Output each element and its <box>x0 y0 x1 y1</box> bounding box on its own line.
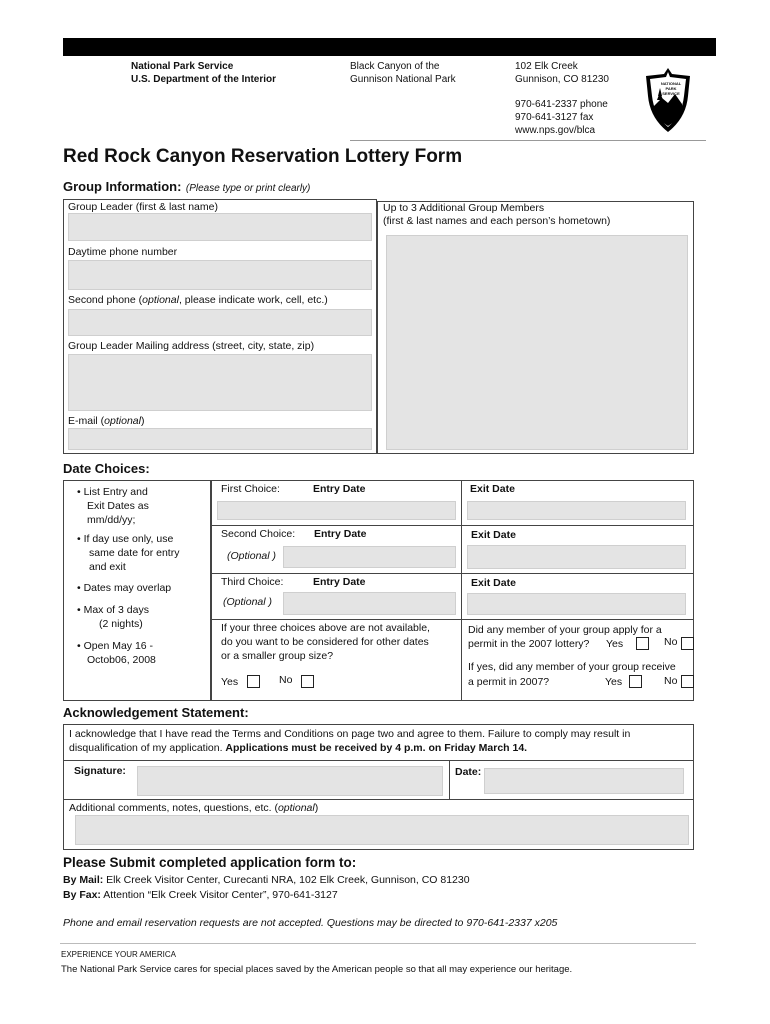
acknowledgement-text-line1: I acknowledge that I have read the Terms and Conditions on page two and agree to them. Failure to comply may result in <box>69 728 631 740</box>
alternate-question <box>221 621 457 663</box>
date-row-divider <box>211 573 694 574</box>
instruction-text: Exit Dates as <box>87 500 149 512</box>
comments-field[interactable] <box>75 815 689 845</box>
department-name: U.S. Department of the Interior <box>131 74 277 85</box>
instruction-text: • If day use only, use <box>77 533 174 545</box>
instruction-text: • Dates may overlap <box>77 582 172 594</box>
alternate-question-line: If your three choices above are not available, <box>221 622 430 634</box>
instruction-text: and exit <box>89 561 126 573</box>
email-label-optional: optional <box>104 415 141 427</box>
comments-label-c: ) <box>314 802 319 814</box>
instruction-line: Dates may overlap <box>83 582 172 594</box>
instruction-line: If day use only, use <box>83 533 174 545</box>
alternate-no-checkbox[interactable] <box>301 675 314 688</box>
alternate-question-line: or a smaller group size? <box>221 650 334 662</box>
date-field[interactable] <box>484 768 684 794</box>
applied-no-label: No <box>664 636 678 648</box>
first-exit-date-field[interactable] <box>467 501 686 520</box>
instruction-text: • Open May 16 - <box>77 640 154 652</box>
second-phone-label-optional: optional <box>142 294 179 306</box>
instruction-text: same date for entry <box>89 547 180 559</box>
email-label-c: ) <box>140 415 145 427</box>
received-question-line2: a permit in 2007? <box>468 676 550 688</box>
group-info-note: (Please type or print clearly) <box>185 183 311 194</box>
second-exit-date-label: Exit Date <box>471 529 516 541</box>
date-choices-heading: Date Choices: <box>63 461 150 476</box>
acknowledgement-heading: Acknowledgement Statement: <box>63 705 249 720</box>
third-optional-label: (Optional ) <box>223 596 273 608</box>
mail-address: Elk Creek Visitor Center, Curecanti NRA, 102 Elk Creek, Gunnison, CO 81230 <box>103 874 470 886</box>
alternate-yes-checkbox[interactable] <box>247 675 260 688</box>
first-entry-date-field[interactable] <box>217 501 456 520</box>
acknowledgement-text-line2 <box>69 741 527 755</box>
instruction-item <box>77 532 207 574</box>
second-exit-date-field[interactable] <box>467 545 686 569</box>
applied-no-checkbox[interactable] <box>681 637 694 650</box>
signature-field[interactable] <box>137 766 443 796</box>
second-entry-date-label: Entry Date <box>314 528 367 540</box>
second-phone-label-c: , please indicate work, cell, etc.) <box>178 294 328 306</box>
comments-divider <box>63 799 694 800</box>
date-col-divider <box>461 480 462 701</box>
second-entry-date-field[interactable] <box>283 546 456 568</box>
instruction-text: Octob06, 2008 <box>87 654 156 666</box>
second-phone-label-a: Second phone ( <box>68 294 143 306</box>
park-name-line1: Black Canyon of the <box>350 61 440 72</box>
instruction-item <box>77 603 207 631</box>
received-yes-checkbox[interactable] <box>629 675 642 688</box>
instruction-text: • List Entry and <box>77 486 148 498</box>
signature-label: Signature: <box>74 765 126 777</box>
website: www.nps.gov/blca <box>515 125 596 136</box>
applied-yes-checkbox[interactable] <box>636 637 649 650</box>
email-label-a: E-mail ( <box>68 415 105 427</box>
comments-label <box>69 801 318 815</box>
received-no-label: No <box>664 675 678 687</box>
form-title: Red Rock Canyon Reservation Lottery Form <box>63 146 463 167</box>
second-phone-label <box>68 293 328 307</box>
alternate-no-label: No <box>279 674 293 686</box>
nps-arrowhead-logo <box>642 66 694 134</box>
daytime-phone-label: Daytime phone number <box>68 246 178 258</box>
address-line2: Gunnison, CO 81230 <box>515 74 609 85</box>
instruction-line: Max of 3 days <box>83 604 149 616</box>
alternate-yes-label: Yes <box>221 676 239 688</box>
date-label: Date: <box>455 766 482 778</box>
mail-instructions <box>63 873 470 887</box>
received-no-checkbox[interactable] <box>681 675 694 688</box>
applied-question-line2: permit in the 2007 lottery? <box>468 638 590 650</box>
mailing-address-label: Group Leader Mailing address (street, city, state, zip) <box>68 340 315 352</box>
mail-label: By Mail: <box>63 874 104 886</box>
comments-label-a: Additional comments, notes, questions, etc. ( <box>69 802 278 814</box>
date-row-divider <box>211 525 694 526</box>
third-entry-date-field[interactable] <box>283 592 456 615</box>
fax-number: 970-641-3127 fax <box>515 112 594 123</box>
address-line1: 102 Elk Creek <box>515 61 578 72</box>
comments-label-optional: optional <box>277 802 315 814</box>
alternate-question-line: do you want to be considered for other dates <box>221 636 429 648</box>
instruction-item <box>77 581 207 595</box>
deadline-text: Applications must be received by 4 p.m. on Friday March 14. <box>225 742 528 754</box>
third-exit-date-field[interactable] <box>467 593 686 615</box>
instruction-text: mm/dd/yy; <box>87 514 136 526</box>
fax-instructions <box>63 888 338 902</box>
third-exit-date-label: Exit Date <box>471 577 516 589</box>
applied-question-line1: Did any member of your group apply for a <box>468 624 662 636</box>
group-leader-label: Group Leader (first & last name) <box>68 201 218 213</box>
group-leader-field[interactable] <box>68 213 372 241</box>
email-label <box>68 414 144 428</box>
received-question-line1: If yes, did any member of your group receive <box>468 661 676 673</box>
header-rule <box>350 140 706 141</box>
footer-tagline: EXPERIENCE YOUR AMERICA <box>61 950 176 959</box>
header-bar <box>63 38 716 56</box>
daytime-phone-field[interactable] <box>68 260 372 290</box>
instruction-item <box>77 639 207 667</box>
received-yes-label: Yes <box>605 676 623 688</box>
instruction-line: Open May 16 - <box>83 640 154 652</box>
mailing-address-field[interactable] <box>68 354 372 411</box>
contact-note: Phone and email reservation requests are not accepted. Questions may be directed to 970-641-2337 x205 <box>63 917 558 929</box>
group-info-heading-row <box>63 178 310 196</box>
signature-divider <box>63 760 694 761</box>
logo-text: NATIONAL PARK SERVICE <box>660 81 682 96</box>
second-choice-label: Second Choice: <box>221 528 296 540</box>
fax-label: By Fax: <box>63 889 101 901</box>
members-label-line2: (first & last names and each person’s hometown) <box>383 215 611 227</box>
instruction-text: (2 nights) <box>99 618 143 630</box>
submit-heading: Please Submit completed application form to: <box>63 855 357 870</box>
instruction-line: List Entry and <box>83 486 148 498</box>
footer-rule <box>60 943 696 944</box>
first-choice-label: First Choice: <box>221 483 280 495</box>
second-phone-field[interactable] <box>68 309 372 336</box>
second-optional-label: (Optional ) <box>227 550 277 562</box>
instruction-text: • Max of 3 days <box>77 604 149 616</box>
members-field[interactable] <box>386 235 688 450</box>
third-choice-label: Third Choice: <box>221 576 284 588</box>
instruction-item <box>77 485 207 527</box>
fax-details: Attention “Elk Creek Visitor Center”, 970-641-3127 <box>100 889 338 901</box>
members-label-line1: Up to 3 Additional Group Members <box>383 202 545 214</box>
first-entry-date-label: Entry Date <box>313 483 366 495</box>
agency-name: National Park Service <box>131 61 234 72</box>
signature-date-divider <box>449 760 450 800</box>
first-exit-date-label: Exit Date <box>470 483 515 495</box>
applied-yes-label: Yes <box>606 638 624 650</box>
acknowledgement-text-a: disqualification of my application. <box>69 742 226 754</box>
date-row-divider <box>211 619 694 620</box>
third-entry-date-label: Entry Date <box>313 576 366 588</box>
email-field[interactable] <box>68 428 372 450</box>
footer-text: The National Park Service cares for special places saved by the American people so that all may experience our heritage. <box>61 964 573 975</box>
phone-number: 970-641-2337 phone <box>515 99 608 110</box>
park-name-line2: Gunnison National Park <box>350 74 456 85</box>
group-info-heading: Group Information: <box>63 179 182 194</box>
